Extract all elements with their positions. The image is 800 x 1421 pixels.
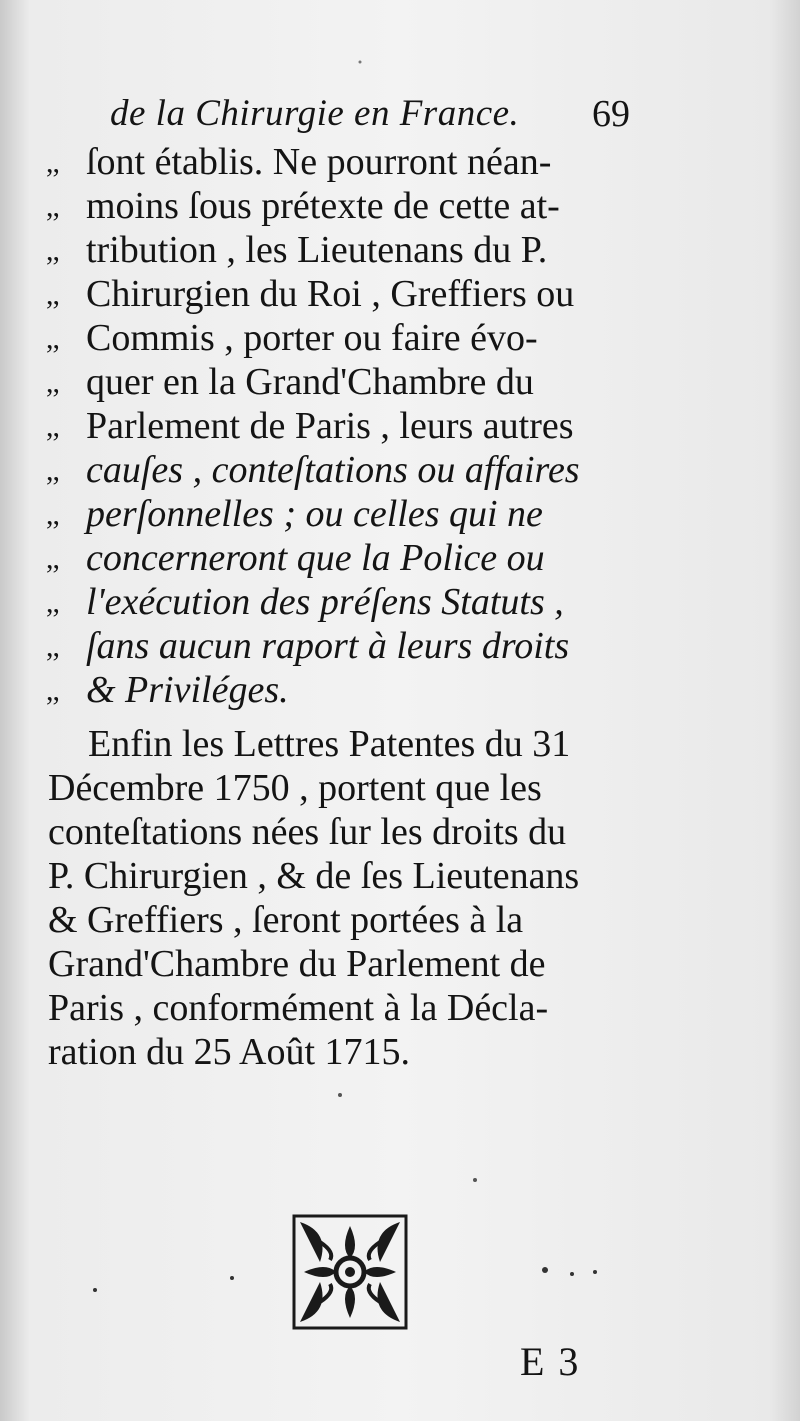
line-text: Chirurgien du Roi , Greffiers ou <box>86 273 575 315</box>
quote-mark: ,, <box>46 498 59 531</box>
quote-mark: ,, <box>46 674 59 707</box>
page-number: 69 <box>592 93 630 135</box>
quote-mark: ,, <box>46 630 59 663</box>
page-header <box>110 92 630 140</box>
line-text: moins ſous prétexte de cette at- <box>86 185 560 227</box>
line-text: & Priviléges. <box>86 669 289 711</box>
line-text: cauſes , conteſtations ou affaires <box>86 449 580 491</box>
line-text: perſonnelles ; ou celles qui ne <box>86 493 543 535</box>
quote-mark: ,, <box>46 542 59 575</box>
quote-mark: ,, <box>46 322 59 355</box>
line-text: ſont établis. Ne pourront néan- <box>86 141 552 183</box>
paragraph-line: Grand'Chambre du Parlement de <box>48 943 546 985</box>
quote-mark: ,, <box>46 410 59 443</box>
line-text: quer en la Grand'Chambre du <box>86 361 534 403</box>
quote-mark: ,, <box>46 234 59 267</box>
quote-mark: ,, <box>46 366 59 399</box>
quote-mark: ,, <box>46 586 59 619</box>
line-text: Commis , porter ou faire évo- <box>86 317 538 359</box>
running-head: de la Chirurgie en France. <box>110 93 520 134</box>
paragraph-line: conteſtations nées ſur les droits du <box>48 811 567 853</box>
line-text: ſans aucun raport à leurs droits <box>86 625 570 667</box>
fleuron-ornament-icon <box>290 1212 410 1332</box>
paragraph-line: Paris , conformément à la Décla- <box>48 987 549 1029</box>
paragraph-line: Enfin les Lettres Patentes du 31 <box>88 723 571 765</box>
paragraph-line: Décembre 1750 , portent que les <box>48 767 542 809</box>
paragraph-line: P. Chirurgien , & de ſes Lieutenans <box>48 855 580 897</box>
quote-mark: ,, <box>46 454 59 487</box>
quote-mark: ,, <box>46 146 59 179</box>
signature-mark: E 3 <box>520 1339 581 1384</box>
quote-mark: ,, <box>46 278 59 311</box>
paragraph-line: & Greffiers , ſeront portées à la <box>48 899 524 941</box>
line-text: l'exécution des préſens Statuts , <box>86 581 564 623</box>
line-text: tribution , les Lieutenans du P. <box>86 229 548 271</box>
quote-mark: ,, <box>46 190 59 223</box>
line-text: Parlement de Paris , leurs autres <box>86 405 574 447</box>
line-text: concerneront que la Police ou <box>86 537 545 579</box>
paragraph-line: ration du 25 Août 1715. <box>48 1031 411 1073</box>
